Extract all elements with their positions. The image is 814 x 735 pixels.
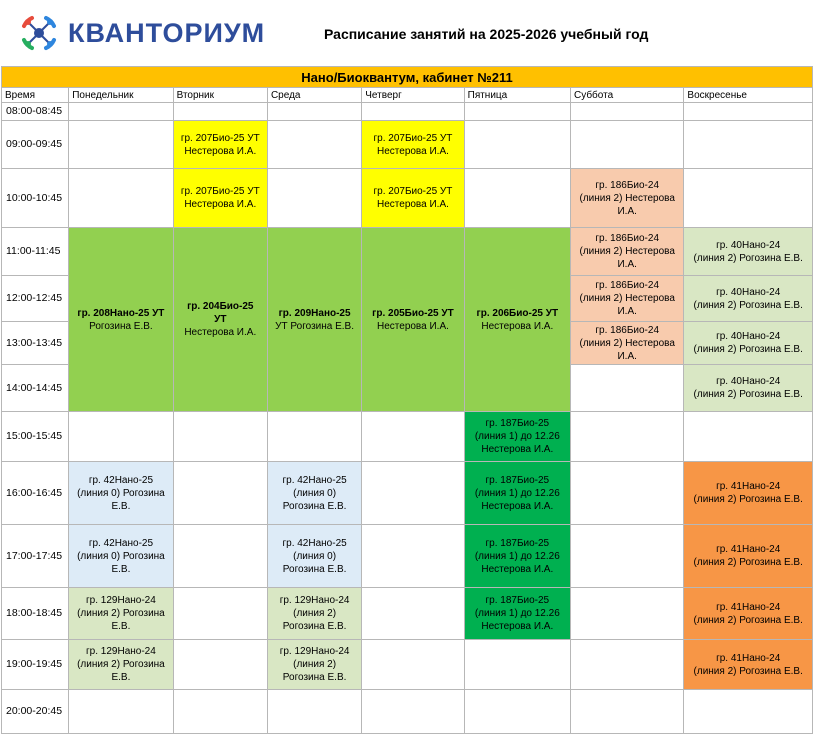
class-cell[interactable] (684, 588, 813, 640)
class-teacher: Нестерова И.А. (184, 327, 257, 338)
atom-icon (18, 12, 60, 54)
class-line: (линия 1) до 12.26 (474, 431, 560, 442)
empty-cell[interactable] (267, 169, 361, 228)
empty-cell[interactable] (173, 690, 267, 734)
class-teacher: Нестерова И.А. (481, 500, 554, 512)
column-header-sunday: Воскресенье (684, 88, 813, 103)
class-teacher: Нестерова И.А. (184, 199, 257, 210)
empty-cell[interactable] (173, 462, 267, 525)
class-line: (линия 2) (293, 608, 337, 619)
empty-cell[interactable] (362, 525, 464, 588)
class-title: гр. 186Био-24 (595, 324, 660, 336)
column-header-friday: Пятница (464, 88, 570, 103)
class-line: (линия 1) до 12.26 (474, 608, 560, 619)
empty-cell[interactable] (362, 588, 464, 640)
class-cell[interactable] (464, 525, 570, 588)
class-cell[interactable] (571, 169, 684, 228)
class-title: гр. 204Био-25 (187, 301, 254, 312)
class-cell[interactable] (267, 640, 361, 690)
class-title: гр. 41Нано-24 (716, 652, 781, 664)
column-header-thursday: Четверг (362, 88, 464, 103)
empty-cell[interactable] (571, 588, 684, 640)
class-title: гр. 129Нано-24 (279, 646, 350, 657)
class-line: (линия 2) Нестерова (579, 192, 675, 204)
class-title: гр. 186Био-24 (595, 179, 660, 191)
empty-cell[interactable] (267, 690, 361, 734)
empty-cell[interactable] (362, 690, 464, 734)
class-title: гр. 41Нано-24 (716, 544, 781, 555)
class-title: гр. 41Нано-24 (716, 481, 781, 492)
class-title: гр. 206Био-25 УТ (476, 307, 559, 319)
class-cell[interactable] (464, 588, 570, 640)
column-header-wednesday: Среда (267, 88, 361, 103)
class-teacher: Нестерова И.А. (377, 145, 449, 157)
class-teacher: (линия 2) Рогозина Е.В. (693, 494, 803, 505)
empty-cell[interactable] (69, 121, 173, 169)
column-header-time: Время (2, 88, 69, 103)
class-title: гр. 205Био-25 УТ (372, 307, 454, 319)
class-title: гр. 42Нано-25 (282, 474, 347, 486)
schedule-row (2, 121, 813, 169)
class-teacher: Нестерова И.А. (481, 563, 554, 575)
class-cell[interactable] (684, 276, 813, 322)
empty-cell[interactable] (69, 690, 173, 734)
class-title: гр. 187Био-25 (485, 537, 550, 549)
schedule-row (2, 412, 813, 462)
class-cell[interactable] (362, 228, 464, 412)
class-teacher: (линия 2) Рогозина Е.В. (693, 614, 803, 626)
empty-cell[interactable] (267, 103, 361, 121)
class-line: (линия 2) Нестерова (579, 293, 675, 304)
class-line: (линия 0) (293, 550, 337, 562)
empty-cell[interactable] (684, 121, 813, 169)
class-title: гр. 129Нано-24 (86, 646, 156, 657)
class-cell[interactable] (69, 462, 173, 525)
time-cell: 10:00-10:45 (2, 169, 69, 228)
class-title: гр. 207Био-25 УТ (180, 132, 260, 144)
class-title: гр. 208Нано-25 УТ (77, 307, 165, 319)
class-teacher: (линия 2) Рогозина Е.В. (693, 344, 803, 355)
empty-cell[interactable] (464, 103, 570, 121)
class-title: гр. 129Нано-24 (279, 595, 350, 606)
class-teacher: Нестерова И.А. (377, 199, 449, 210)
class-teacher: И.А. (617, 350, 637, 362)
class-cell[interactable] (362, 169, 464, 228)
class-title: гр. 42Нано-25 (88, 474, 154, 486)
empty-cell[interactable] (571, 121, 684, 169)
empty-cell[interactable] (571, 640, 684, 690)
class-cell[interactable] (571, 276, 684, 322)
class-teacher: Рогозина Е.В. (282, 500, 347, 512)
class-title: гр. 40Нано-24 (716, 286, 781, 298)
class-teacher: Е.В. (111, 563, 131, 575)
cabinet-banner: Нано/Биоквантум, кабинет №211 (2, 67, 813, 88)
empty-cell[interactable] (362, 103, 464, 121)
class-teacher: Рогозина Е.В. (282, 621, 347, 632)
empty-cell[interactable] (464, 640, 570, 690)
column-header-row (2, 88, 813, 103)
class-cell[interactable] (684, 228, 813, 276)
class-teacher: Рогозина Е.В. (282, 672, 347, 683)
schedule-row (2, 103, 813, 121)
empty-cell[interactable] (69, 412, 173, 462)
time-cell: 09:00-09:45 (2, 121, 69, 169)
class-cell[interactable] (684, 462, 813, 525)
empty-cell[interactable] (173, 103, 267, 121)
time-cell: 17:00-17:45 (2, 525, 69, 588)
empty-cell[interactable] (173, 412, 267, 462)
class-line: (линия 2) Рогозина (77, 659, 165, 670)
class-cell[interactable] (684, 640, 813, 690)
empty-cell[interactable] (173, 525, 267, 588)
class-teacher: (линия 2) Рогозина Е.В. (693, 665, 803, 677)
kvantorium-logo (18, 12, 298, 54)
empty-cell[interactable] (571, 365, 684, 412)
class-cell[interactable] (173, 169, 267, 228)
class-teacher: Нестерова И.А. (184, 145, 257, 157)
class-teacher: (линия 2) Рогозина Е.В. (693, 557, 803, 568)
empty-cell[interactable] (684, 169, 813, 228)
empty-cell[interactable] (684, 690, 813, 734)
class-teacher: И.А. (617, 259, 637, 270)
class-line: (линия 0) (293, 487, 337, 499)
schedule-row (2, 462, 813, 525)
empty-cell[interactable] (464, 690, 570, 734)
empty-cell[interactable] (684, 103, 813, 121)
empty-cell[interactable] (362, 640, 464, 690)
class-title: гр. 187Био-25 (485, 418, 550, 429)
empty-cell[interactable] (267, 121, 361, 169)
class-line: (линия 2) Рогозина (77, 608, 165, 619)
class-line: (линия 2) Нестерова (579, 337, 675, 349)
class-cell[interactable] (69, 640, 173, 690)
class-teacher: (линия 2) Рогозина Е.В. (693, 389, 803, 400)
class-line: (линия 1) до 12.26 (474, 487, 560, 499)
class-title: УТ (214, 314, 227, 325)
empty-cell[interactable] (571, 412, 684, 462)
class-cell[interactable] (464, 228, 570, 412)
time-cell: 13:00-13:45 (2, 322, 69, 365)
time-cell: 20:00-20:45 (2, 690, 69, 734)
class-teacher: Е.В. (111, 500, 131, 512)
page-header (0, 0, 814, 66)
class-title: гр. 129Нано-24 (86, 595, 156, 606)
class-title: гр. 187Био-25 (485, 595, 550, 606)
schedule-row (2, 640, 813, 690)
class-cell[interactable] (267, 525, 361, 588)
empty-cell[interactable] (362, 412, 464, 462)
class-teacher: (линия 2) Рогозина Е.В. (693, 252, 803, 264)
time-cell: 11:00-11:45 (2, 228, 69, 276)
empty-cell[interactable] (362, 462, 464, 525)
class-cell[interactable] (684, 322, 813, 365)
schedule-row (2, 228, 813, 276)
class-teacher: Нестерова И.А. (481, 444, 554, 455)
schedule-row (2, 169, 813, 228)
class-cell[interactable] (173, 121, 267, 169)
column-header-monday: Понедельник (69, 88, 173, 103)
class-title: гр. 207Био-25 УТ (373, 132, 453, 144)
column-header-tuesday: Вторник (173, 88, 267, 103)
time-cell: 16:00-16:45 (2, 462, 69, 525)
class-title: гр. 207Био-25 УТ (180, 186, 260, 197)
schedule-row (2, 690, 813, 734)
class-line: (линия 0) Рогозина (77, 487, 165, 499)
empty-cell[interactable] (173, 640, 267, 690)
class-cell[interactable] (69, 588, 173, 640)
time-cell: 18:00-18:45 (2, 588, 69, 640)
class-teacher: Е.В. (111, 672, 131, 683)
class-teacher: И.А. (617, 306, 637, 317)
class-title: гр. 40Нано-24 (716, 376, 781, 387)
empty-cell[interactable] (571, 525, 684, 588)
class-teacher: УТ Рогозина Е.В. (275, 320, 355, 332)
time-cell: 12:00-12:45 (2, 276, 69, 322)
empty-cell[interactable] (464, 169, 570, 228)
class-title: гр. 42Нано-25 (282, 537, 347, 549)
class-line: (линия 2) Нестерова (579, 246, 675, 257)
class-teacher: Нестерова И.А. (481, 621, 554, 632)
class-teacher: Нестерова И.А. (377, 320, 449, 332)
class-cell[interactable] (267, 228, 361, 412)
empty-cell[interactable] (571, 103, 684, 121)
class-cell[interactable] (69, 525, 173, 588)
class-cell[interactable] (571, 322, 684, 365)
class-title: гр. 186Био-24 (595, 233, 660, 244)
empty-cell[interactable] (69, 169, 173, 228)
class-title: гр. 40Нано-24 (716, 239, 781, 251)
class-cell[interactable] (464, 412, 570, 462)
class-line: (линия 0) Рогозина (77, 550, 165, 562)
time-cell: 14:00-14:45 (2, 365, 69, 412)
class-cell[interactable] (684, 525, 813, 588)
column-header-saturday: Суббота (571, 88, 684, 103)
class-cell[interactable] (362, 121, 464, 169)
class-title: гр. 41Нано-24 (716, 601, 781, 613)
class-cell[interactable] (464, 462, 570, 525)
class-teacher: И.А. (617, 205, 637, 217)
class-cell[interactable] (69, 228, 173, 412)
class-line: (линия 1) до 12.26 (474, 550, 560, 562)
time-cell: 15:00-15:45 (2, 412, 69, 462)
empty-cell[interactable] (684, 412, 813, 462)
class-cell[interactable] (173, 228, 267, 412)
class-title: гр. 42Нано-25 (88, 537, 154, 549)
class-cell[interactable] (267, 588, 361, 640)
class-teacher: Е.В. (111, 621, 131, 632)
empty-cell[interactable] (571, 462, 684, 525)
class-title: гр. 187Био-25 (485, 474, 550, 486)
class-teacher: Нестерова И.А. (481, 320, 554, 332)
schedule-table (1, 66, 813, 734)
class-title: гр. 207Био-25 УТ (373, 186, 453, 197)
empty-cell[interactable] (173, 588, 267, 640)
page-title: Расписание занятий на 2025-2026 учебный год (324, 26, 649, 42)
empty-cell[interactable] (267, 412, 361, 462)
schedule-row (2, 588, 813, 640)
empty-cell[interactable] (69, 103, 173, 121)
time-cell: 08:00-08:45 (2, 103, 69, 121)
logo-text: КВАНТОРИУМ (68, 18, 266, 48)
class-teacher: (линия 2) Рогозина Е.В. (693, 299, 803, 311)
class-title: гр. 186Био-24 (595, 280, 660, 291)
empty-cell[interactable] (571, 690, 684, 734)
schedule-row (2, 525, 813, 588)
class-cell[interactable] (267, 462, 361, 525)
class-teacher: Рогозина Е.В. (89, 320, 153, 332)
time-cell: 19:00-19:45 (2, 640, 69, 690)
class-title: гр. 40Нано-24 (716, 331, 781, 342)
class-teacher: Рогозина Е.В. (282, 563, 347, 575)
class-cell[interactable] (571, 228, 684, 276)
class-line: (линия 2) (293, 659, 337, 670)
empty-cell[interactable] (464, 121, 570, 169)
class-cell[interactable] (684, 365, 813, 412)
class-title: гр. 209Нано-25 (278, 307, 351, 319)
